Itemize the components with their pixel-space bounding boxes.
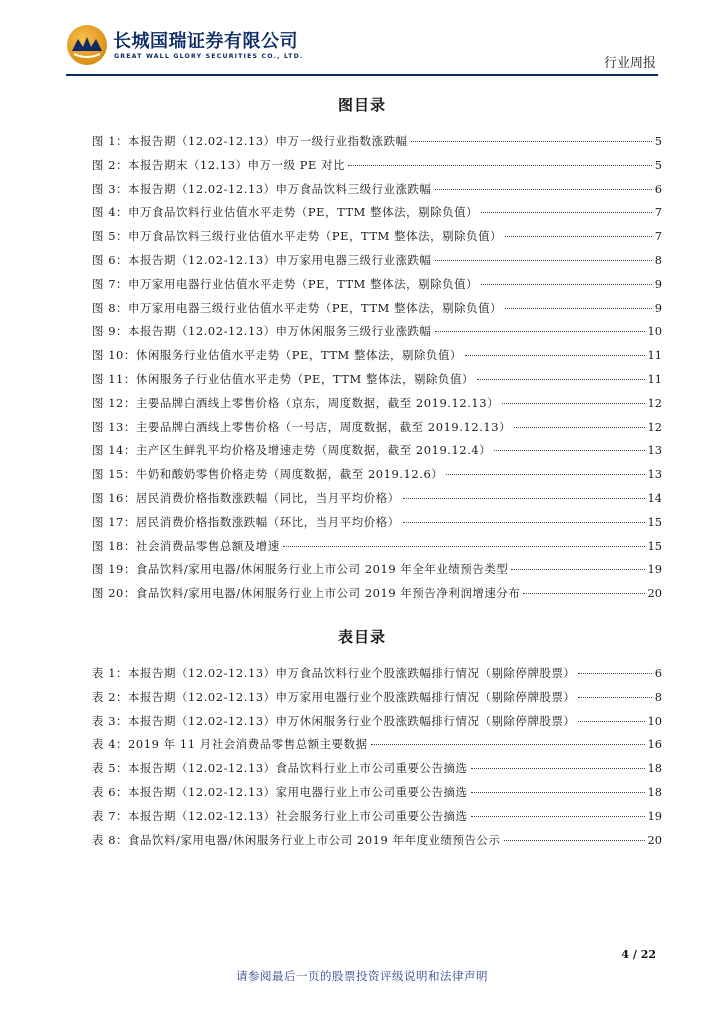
toc-dot-leader [435,189,652,190]
toc-entry-page[interactable]: 12 [647,419,662,434]
toc-entry-title[interactable]: 图 9：本报告期（12.02-12.13）申万休闲服务三级行业涨跌幅 [92,324,432,339]
toc-entry-title[interactable]: 图 17：居民消费价格指数涨跌幅（环比，当月平均价格） [92,514,400,529]
toc-entry-title[interactable]: 图 13：主要品牌白酒线上零售价格（一号店，周度数据，截至 2019.12.13） [92,419,512,434]
toc-entry[interactable] [92,392,662,416]
toc-dot-leader [578,673,651,674]
toc-entry-page[interactable]: 15 [647,514,662,529]
toc-entry-page[interactable]: 15 [647,538,662,553]
toc-entry[interactable] [92,733,662,757]
toc-entry-page[interactable]: 18 [647,784,662,799]
great-wall-glory-logo-icon [66,24,108,66]
toc-entry-title[interactable]: 表 5：本报告期（12.02-12.13）食品饮料行业上市公司重要公告摘选 [92,761,468,776]
toc-entry-page[interactable]: 12 [647,395,662,410]
toc-entry[interactable] [92,249,662,273]
toc-entry[interactable] [92,582,662,606]
toc-entry-title[interactable]: 图 2：本报告期末（12.13）申万一级 PE 对比 [92,157,346,172]
toc-entry-page[interactable]: 6 [654,666,662,680]
toc-entry-title[interactable]: 图 1：本报告期（12.02-12.13）申万一级行业指数涨跌幅 [92,134,408,148]
toc-entry-title[interactable]: 图 10：休闲服务行业估值水平走势（PE，TTM 整体法，剔除负值） [92,348,462,363]
toc-dot-leader [348,165,652,166]
toc-entry[interactable] [92,805,662,829]
toc-entry-page[interactable]: 13 [647,443,662,458]
toc-entry-title[interactable]: 表 2：本报告期（12.02-12.13）申万家用电器行业个股涨跌幅排行情况（剔除停牌股票） [92,689,576,704]
toc-entry-title[interactable]: 图 19：食品饮料/家用电器/休闲服务行业上市公司 2019 年全年业绩预告类型 [92,562,509,577]
company-name-en: GREAT WALL GLORY SECURITIES CO., LTD. [114,53,304,60]
toc-entry-page[interactable]: 6 [654,181,662,196]
toc-dot-leader [578,697,651,698]
toc-dot-leader [505,308,652,309]
toc-entry[interactable] [92,710,662,734]
toc-entry-page[interactable]: 11 [647,371,662,386]
toc-entry-title[interactable]: 图 18：社会消费品零售总额及增速 [92,538,280,553]
toc-entry[interactable] [92,662,662,686]
toc-dot-leader [371,744,645,745]
toc-entry-title[interactable]: 表 4：2019 年 11 月社会消费品零售总额主要数据 [92,737,368,752]
toc-dot-leader [481,212,652,213]
toc-entry-page[interactable]: 14 [647,490,662,505]
toc-entry-title[interactable]: 表 6：本报告期（12.02-12.13）家用电器行业上市公司重要公告摘选 [92,784,468,799]
toc-entry-title[interactable]: 表 3：本报告期（12.02-12.13）申万休闲服务行业个股涨跌幅排行情况（剔除停牌股票） [92,713,576,728]
toc-dot-leader [465,355,645,356]
toc-entry-title[interactable]: 图 12：主要品牌白酒线上零售价格（京东，周度数据，截至 2019.12.13） [92,395,500,410]
toc-dot-leader [446,474,644,475]
toc-entry[interactable] [92,273,662,297]
toc-dot-leader [505,236,652,237]
toc-dot-leader [403,522,645,523]
toc-entry[interactable] [92,178,662,202]
toc-entry[interactable] [92,368,662,392]
tables-toc-list [92,662,662,852]
toc-entry-title[interactable]: 表 8：食品饮料/家用电器/休闲服务行业上市公司 2019 年年度业绩预告公示 [92,832,501,847]
toc-entry-title[interactable]: 表 1：本报告期（12.02-12.13）申万食品饮料行业个股涨跌幅排行情况（剔除停牌股票） [92,666,576,680]
toc-entry[interactable] [92,416,662,440]
toc-entry-title[interactable]: 图 11：休闲服务子行业估值水平走势（PE，TTM 整体法，剔除负值） [92,371,474,386]
toc-entry[interactable] [92,558,662,582]
footer-disclaimer[interactable]: 请参阅最后一页的股票投资评级说明和法律声明 [236,969,488,983]
toc-entry-page[interactable]: 13 [647,467,662,482]
figures-toc-title: 图目录 [337,96,386,114]
toc-dot-leader [471,816,645,817]
toc-entry[interactable] [92,130,662,154]
toc-entry-page[interactable]: 8 [654,252,662,267]
toc-entry-title[interactable]: 图 7：申万家用电器行业估值水平走势（PE，TTM 整体法，剔除负值） [92,276,479,291]
toc-entry[interactable] [92,225,662,249]
toc-entry[interactable] [92,781,662,805]
toc-entry-title[interactable]: 图 5：申万食品饮料三级行业估值水平走势（PE，TTM 整体法，剔除负值） [92,229,503,244]
figures-toc-list [92,130,662,606]
toc-dot-leader [494,450,644,451]
toc-entry-page[interactable]: 9 [654,300,662,315]
toc-entry-page[interactable]: 20 [647,586,662,601]
toc-entry[interactable] [92,463,662,487]
tables-toc-title: 表目录 [337,628,386,646]
toc-dot-leader [511,569,644,570]
company-name-cn: 长城国瑞证券有限公司 [113,31,298,52]
page-header [0,0,724,80]
toc-entry-page[interactable]: 20 [647,832,662,847]
toc-entry-title[interactable]: 图 20：食品饮料/家用电器/休闲服务行业上市公司 2019 年预告净利润增速分布 [92,586,521,601]
toc-entry-page[interactable]: 19 [647,808,662,823]
toc-entry-title[interactable]: 表 7：本报告期（12.02-12.13）社会服务行业上市公司重要公告摘选 [92,808,468,823]
toc-entry[interactable] [92,829,662,853]
toc-entry-page[interactable]: 5 [654,134,662,148]
toc-entry[interactable] [92,757,662,781]
toc-entry-title[interactable]: 图 15：牛奶和酸奶零售价格走势（周度数据，截至 2019.12.6） [92,467,444,482]
toc-entry[interactable] [92,487,662,511]
toc-entry[interactable] [92,344,662,368]
toc-dot-leader [283,546,645,547]
toc-dot-leader [435,260,652,261]
toc-entry-page[interactable]: 7 [654,205,662,220]
toc-entry-title[interactable]: 图 8：申万家用电器三级行业估值水平走势（PE，TTM 整体法，剔除负值） [92,300,503,315]
toc-dot-leader [481,284,652,285]
toc-dot-leader [477,379,645,380]
toc-entry-page[interactable]: 18 [647,761,662,776]
toc-entry[interactable] [92,297,662,321]
toc-entry[interactable] [92,511,662,535]
toc-entry-title[interactable]: 图 4：申万食品饮料行业估值水平走势（PE，TTM 整体法，剔除负值） [92,205,479,220]
toc-entry-title[interactable]: 图 14：主产区生鲜乳平均价格及增速走势（周度数据，截至 2019.12.4） [92,443,492,458]
toc-entry-page[interactable]: 10 [647,324,662,339]
toc-entry[interactable] [92,686,662,710]
toc-entry-page[interactable]: 11 [647,348,662,363]
toc-entry-title[interactable]: 图 3：本报告期（12.02-12.13）申万食品饮料三级行业涨跌幅 [92,181,432,196]
toc-entry-title[interactable]: 图 6：本报告期（12.02-12.13）申万家用电器三级行业涨跌幅 [92,252,432,267]
toc-entry[interactable] [92,201,662,225]
toc-dot-leader [523,593,644,594]
toc-entry-page[interactable]: 16 [647,737,662,752]
toc-dot-leader [435,331,645,332]
toc-dot-leader [471,768,645,769]
toc-entry-page[interactable]: 8 [654,689,662,704]
toc-entry-title[interactable]: 图 16：居民消费价格指数涨跌幅（同比，当月平均价格） [92,490,400,505]
toc-dot-leader [403,498,645,499]
toc-entry-page[interactable]: 19 [647,562,662,577]
toc-entry[interactable] [92,439,662,463]
toc-entry-page[interactable]: 7 [654,229,662,244]
toc-dot-leader [578,721,644,722]
toc-dot-leader [471,792,645,793]
toc-entry[interactable] [92,154,662,178]
toc-entry-page[interactable]: 5 [654,157,662,172]
page-number: 4 / 22 [621,948,656,961]
toc-entry[interactable] [92,535,662,559]
toc-entry[interactable] [92,320,662,344]
toc-dot-leader [514,427,644,428]
toc-entry-page[interactable]: 9 [654,276,662,291]
header-divider [66,74,658,76]
toc-entry-page[interactable]: 10 [647,713,662,728]
toc-dot-leader [411,141,652,142]
report-type-label: 行业周报 [603,56,656,71]
toc-dot-leader [502,403,644,404]
toc-dot-leader [504,840,645,841]
